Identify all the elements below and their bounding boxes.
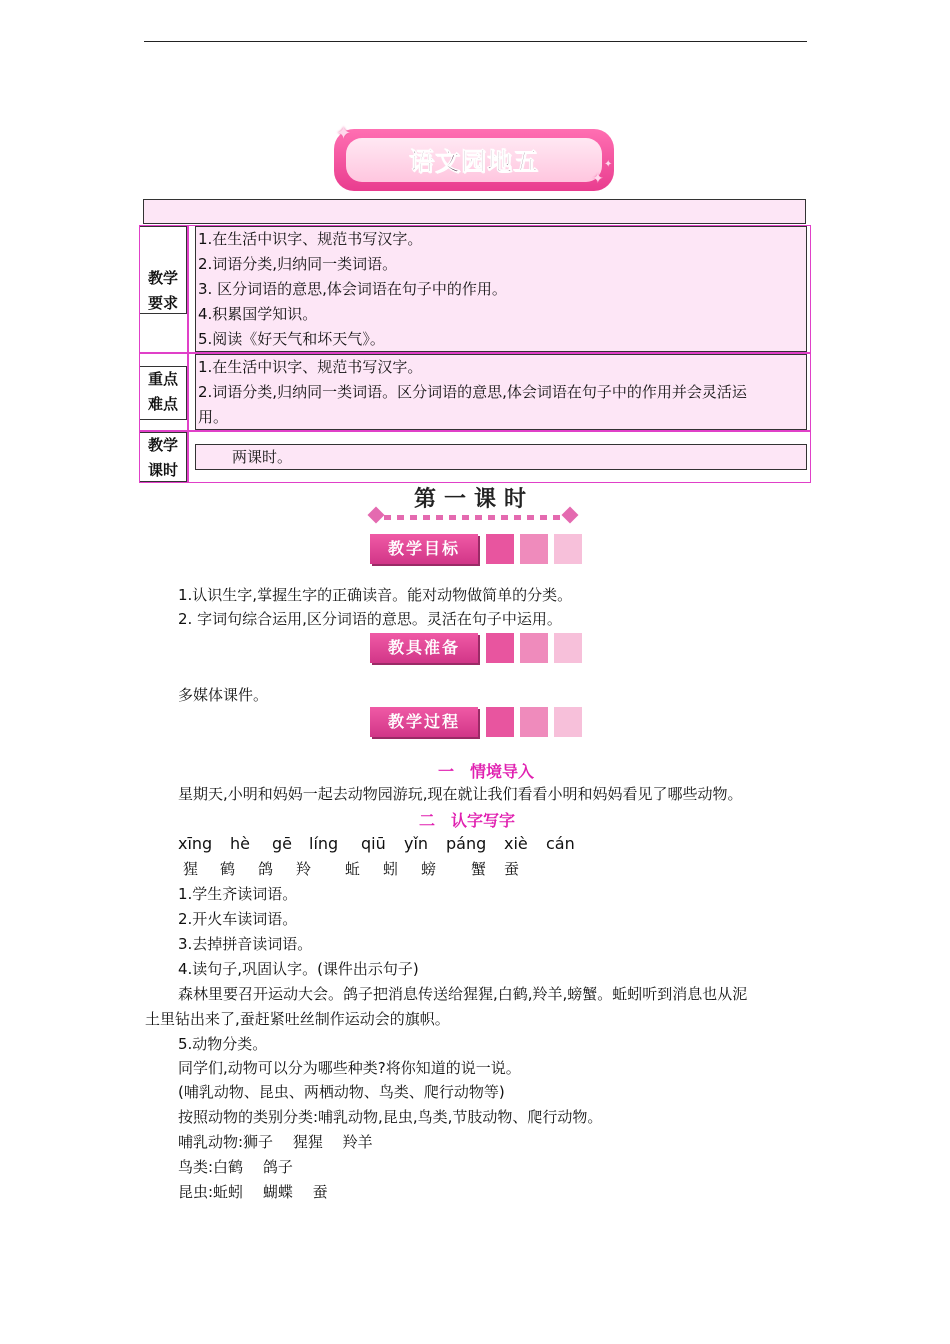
header-rule — [144, 41, 807, 42]
char: 猩 — [183, 860, 199, 878]
lesson-title: 第一课时 — [413, 487, 534, 512]
pinyin: yǐn — [404, 834, 429, 853]
pinyin: qiū — [361, 834, 386, 853]
page-title: 语文园地五 — [408, 147, 539, 176]
time-value: 两课时。 — [232, 448, 293, 466]
req-item: 1.在生活中识字、规范书写汉字。 — [198, 230, 423, 248]
question-text: 同学们,动物可以分为哪些种类?将你知道的说一说。 — [178, 1059, 521, 1077]
time-label: 教学 课时 — [139, 432, 187, 482]
char: 鹤 — [220, 860, 236, 878]
step-item: 4.读句子,巩固认字。(课件出示句子) — [178, 960, 419, 978]
step-item: 3.去掉拼音读词语。 — [178, 935, 313, 953]
insects-text: 昆虫:蚯蚓 蝴蝶 蚕 — [178, 1183, 328, 1201]
table-divider — [187, 225, 189, 483]
step-item: 2.开火车读词语。 — [178, 910, 298, 928]
pinyin: xiè — [504, 834, 528, 853]
goal-item: 1.认识生字,掌握生字的正确读音。能对动物做简单的分类。 — [178, 586, 573, 604]
intro-text: 星期天,小明和妈妈一起去动物园游玩,现在就让我们看看小明和妈妈看见了哪些动物。 — [178, 785, 743, 803]
char: 螃 — [421, 860, 437, 878]
tools-text: 多媒体课件。 — [178, 686, 269, 704]
section-tag-tools — [370, 633, 580, 663]
story-text: 森林里要召开运动大会。鸽子把消息传送给猩猩,白鹤,羚羊,螃蟹。蚯蚓听到消息也从泥 — [178, 985, 748, 1003]
step-item: 1.学生齐读词语。 — [178, 885, 298, 903]
table-divider — [139, 430, 811, 432]
classify-text: 按照动物的类别分类:哺乳动物,昆虫,鸟类,节肢动物、爬行动物。 — [178, 1108, 603, 1126]
tag-label: 教学过程 — [370, 707, 478, 737]
req-item: 3. 区分词语的意思,体会词语在句子中的作用。 — [198, 280, 507, 298]
pinyin: páng — [446, 834, 487, 853]
pinyin: gē — [272, 834, 292, 853]
section-tag-goals — [370, 534, 580, 564]
tag-label: 教具准备 — [370, 633, 478, 663]
goal-item: 2. 字词句综合运用,区分词语的意思。灵活在句子中运用。 — [178, 610, 562, 628]
title-banner — [334, 123, 614, 191]
lesson-header — [366, 482, 582, 528]
key-label: 重点 难点 — [139, 366, 187, 420]
char: 蟹 — [471, 860, 487, 878]
time-box — [195, 444, 807, 470]
req-list — [195, 226, 807, 352]
req-item: 2.词语分类,归纳同一类词语。 — [198, 255, 398, 273]
key-list — [195, 354, 807, 430]
step-heading: 二 认字写字 — [419, 811, 516, 830]
step-item: 5.动物分类。 — [178, 1035, 268, 1053]
star-icon: ✦ — [336, 123, 352, 144]
key-item: 用。 — [198, 408, 229, 426]
mammals-text: 哺乳动物:狮子 猩猩 羚羊 — [178, 1133, 373, 1151]
key-item: 1.在生活中识字、规范书写汉字。 — [198, 358, 423, 376]
pinyin: hè — [230, 834, 250, 853]
char: 鸽 — [258, 860, 274, 878]
req-item: 5.阅读《好天气和坏天气》。 — [198, 330, 385, 348]
req-item: 4.积累国学知识。 — [198, 305, 318, 323]
answer-text: (哺乳动物、昆虫、两栖动物、鸟类、爬行动物等) — [178, 1083, 505, 1101]
char: 蚯 — [345, 860, 361, 878]
step-heading: 一 情境导入 — [438, 762, 535, 781]
req-label: 教学 要求 — [147, 269, 178, 312]
story-text: 土里钻出来了,蚕赶紧吐丝制作运动会的旗帜。 — [145, 1010, 450, 1028]
birds-text: 鸟类:白鹤 鸽子 — [178, 1158, 293, 1176]
key-item: 2.词语分类,归纳同一类词语。区分词语的意思,体会词语在句子中的作用并会灵活运 — [198, 383, 747, 401]
star-icon: ✦ — [604, 159, 613, 170]
section-tag-process — [370, 707, 580, 737]
pinyin: cán — [546, 834, 575, 853]
pinyin: líng — [309, 834, 339, 853]
char: 蚓 — [383, 860, 399, 878]
char: 蚕 — [504, 860, 520, 878]
star-icon: ✦ — [592, 171, 604, 187]
char: 羚 — [296, 860, 312, 878]
tag-label: 教学目标 — [370, 534, 478, 564]
table-header-bar — [143, 199, 806, 224]
pinyin: xīng — [178, 834, 213, 853]
